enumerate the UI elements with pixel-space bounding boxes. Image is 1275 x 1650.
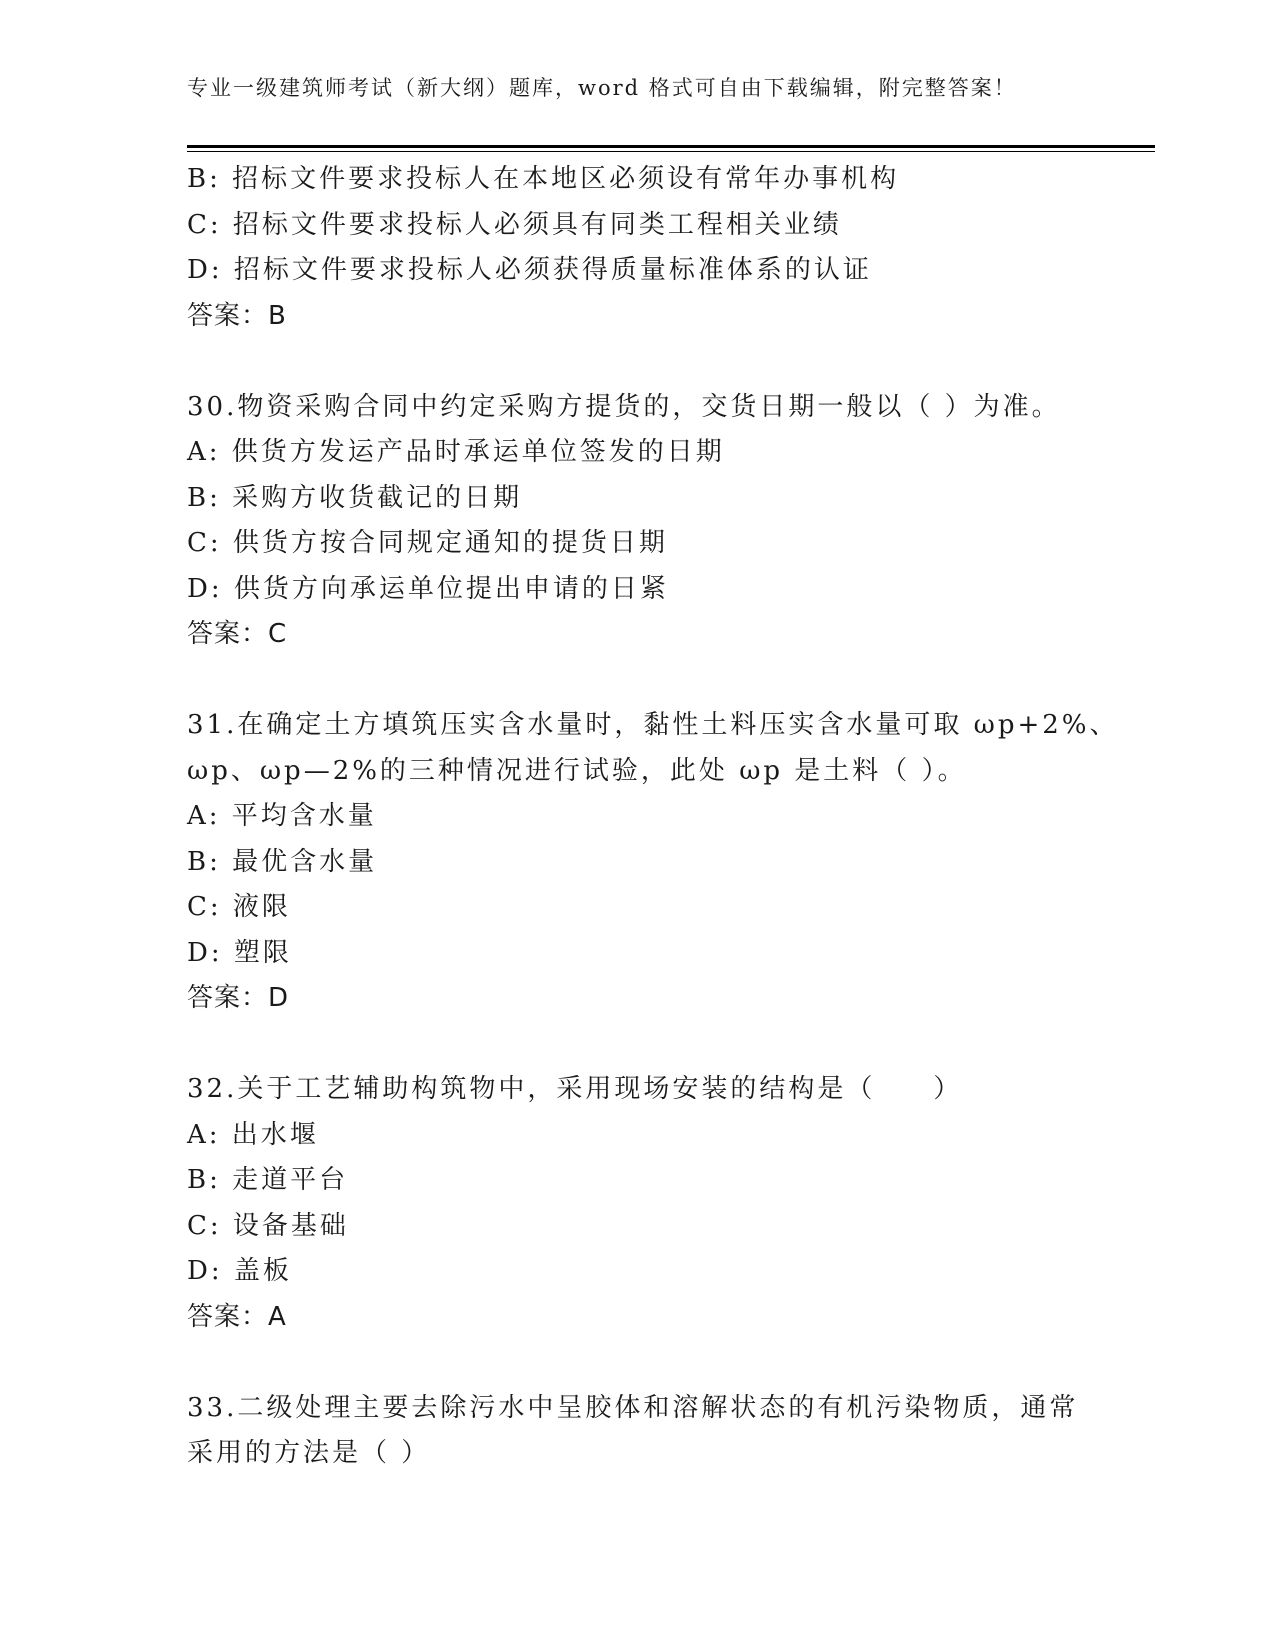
answer-line: 答案：C	[187, 619, 288, 649]
option-b: B: 最优含水量	[187, 846, 378, 877]
option-c: C: 设备基础	[187, 1210, 349, 1241]
option-b: B: 走道平台	[187, 1165, 349, 1195]
spacer	[187, 658, 1087, 704]
option-c: C: 招标文件要求投标人必须具有同类工程相关业绩	[187, 209, 842, 240]
option-c: C: 液限	[187, 892, 291, 922]
option-b: B: 采购方收货截记的日期	[187, 482, 523, 513]
option-c: C: 供货方按合同规定通知的提货日期	[187, 528, 668, 558]
spacer	[187, 1340, 1087, 1386]
answer-line: 答案：D	[187, 983, 290, 1013]
question-stem-line-2: 采用的方法是（ ）	[187, 1438, 431, 1468]
document-body	[187, 157, 1119, 1477]
option-a: A: 平均含水量	[187, 801, 377, 831]
question-stem: 30.物资采购合同中约定采购方提货的，交货日期一般以（ ）为准。	[187, 391, 1061, 422]
page-header: 专业一级建筑师考试（新大纲）题库，word 格式可自由下载编辑，附完整答案！	[187, 76, 1017, 100]
option-d: D: 供货方向承运单位提出申请的日紧	[187, 573, 669, 604]
option-d: D: 盖板	[187, 1256, 292, 1286]
question-29-tail	[187, 157, 1087, 339]
answer-line: 答案：A	[187, 1301, 287, 1332]
option-d: D: 塑限	[187, 937, 292, 968]
option-d: D: 招标文件要求投标人必须获得质量标准体系的认证	[187, 255, 872, 285]
option-a: A: 供货方发运产品时承运单位签发的日期	[187, 437, 725, 467]
header-divider-thin	[187, 151, 1155, 152]
question-30	[187, 385, 1087, 658]
option-b: B: 招标文件要求投标人在本地区必须设有常年办事机构	[187, 164, 900, 194]
question-stem-line-1: 33.二级处理主要去除污水中呈胶体和溶解状态的有机污染物质，通常	[187, 1392, 1079, 1423]
answer-line: 答案：B	[187, 300, 287, 331]
question-33	[187, 1386, 1087, 1477]
spacer	[187, 339, 1087, 385]
option-a: A: 出水堰	[187, 1119, 319, 1150]
question-31	[187, 703, 1119, 1022]
question-stem-line-1: 31.在确定土方填筑压实含水量时，黏性土料压实含水量可取 ωp+2%、	[187, 710, 1119, 740]
spacer	[187, 1022, 1087, 1068]
question-32	[187, 1067, 1087, 1340]
question-stem-line-2: ωp、ωp—2%的三种情况进行试验，此处 ωp 是土料（ ）。	[187, 755, 967, 786]
header-divider-thick	[187, 145, 1155, 148]
question-stem: 32.关于工艺辅助构筑物中，采用现场安装的结构是（ ）	[187, 1074, 963, 1104]
